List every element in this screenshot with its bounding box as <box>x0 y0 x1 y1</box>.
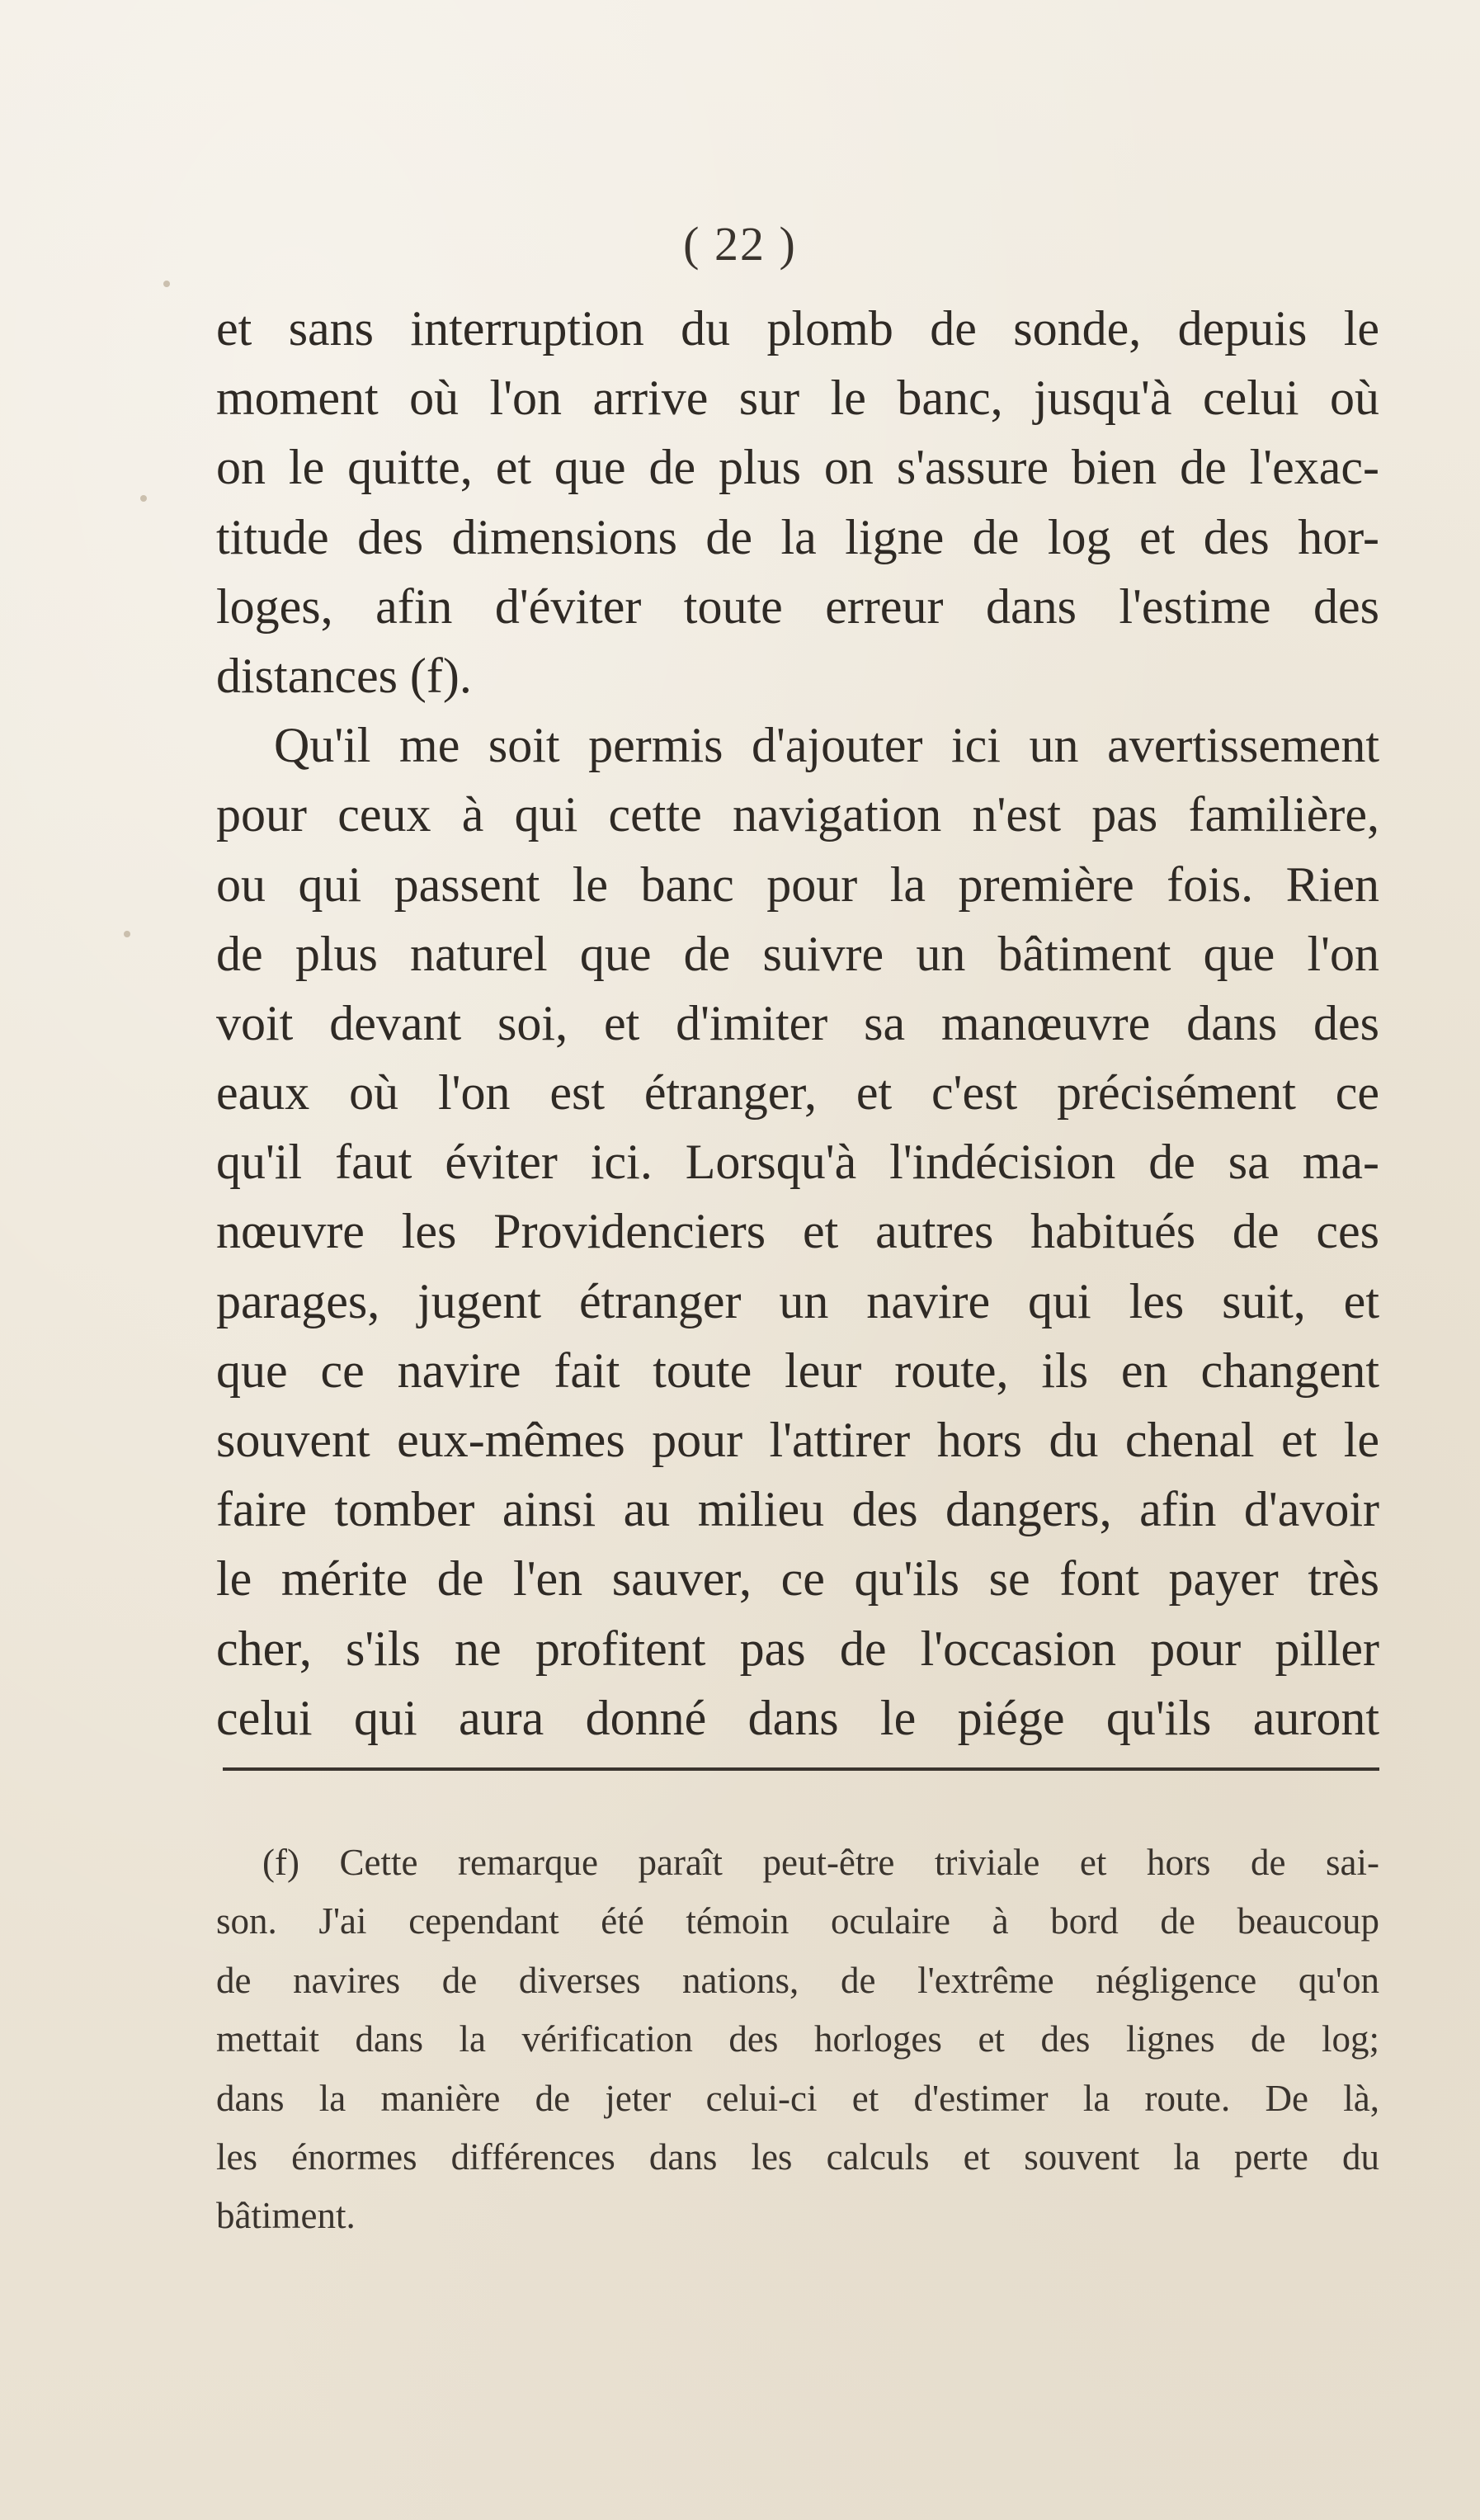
footnote-line: les énormes différences dans les calculs et souvent la perte du <box>216 2135 1379 2178</box>
text-line: voit devant soi, et d'imiter sa manœuvre dans des <box>216 995 1379 1050</box>
text-line: de plus naturel que de suivre un bâtiment que l'on <box>216 926 1379 981</box>
text-line: pour ceux à qui cette navigation n'est pas familière, <box>216 787 1379 842</box>
text-line: que ce navire fait toute leur route, ils en changent <box>216 1343 1379 1398</box>
footnote-line: son. J'ai cependant été témoin oculaire à bord de beaucoup <box>216 1900 1379 1942</box>
footnote-divider <box>223 1767 1379 1771</box>
text-line: loges, afin d'éviter toute erreur dans l'estime des <box>216 578 1379 634</box>
text-line: parages, jugent étranger un navire qui les suit, et <box>216 1273 1379 1328</box>
footnote-line: bâtiment. <box>216 2195 356 2237</box>
text-line: et sans interruption du plomb de sonde, depuis le <box>216 301 1379 356</box>
text-line: eaux où l'on est étranger, et c'est précisément ce <box>216 1065 1379 1121</box>
paper-blemish <box>124 931 130 937</box>
paper-blemish <box>163 281 170 287</box>
footnote-line: de navires de diverses nations, de l'extrême négligence qu'on <box>216 1959 1379 2001</box>
text-line: Qu'il me soit permis d'ajouter ici un avertissement <box>274 718 1379 773</box>
footnote-line: mettait dans la vérification des horloges et des lignes de log; <box>216 2018 1379 2060</box>
text-line: on le quitte, et que de plus on s'assure bien de l'exac- <box>216 440 1379 495</box>
text-line: ou qui passent le banc pour la première fois. Rien <box>216 857 1379 912</box>
text-line: faire tomber ainsi au milieu des dangers, afin d'avoir <box>216 1482 1379 1537</box>
footnote-line: dans la manière de jeter celui-ci et d'estimer la route. De là, <box>216 2077 1379 2119</box>
page-number: ( 22 ) <box>683 217 797 271</box>
footnote-block <box>216 1833 1379 2246</box>
text-line: nœuvre les Providenciers et autres habitués de ces <box>216 1204 1379 1259</box>
text-line: qu'il faut éviter ici. Lorsqu'à l'indécision de sa ma- <box>216 1135 1379 1190</box>
footnote-line: (f) Cette remarque paraît peut-être triviale et hors de sai- <box>262 1842 1379 1883</box>
main-text-block <box>216 294 1379 1753</box>
paper-blemish <box>140 495 147 502</box>
text-line: celui qui aura donné dans le piége qu'ils auront <box>216 1690 1379 1745</box>
text-line: cher, s'ils ne profitent pas de l'occasion pour piller <box>216 1621 1379 1676</box>
text-line: titude des dimensions de la ligne de log et des hor- <box>216 509 1379 564</box>
text-line: moment où l'on arrive sur le banc, jusqu'à celui où <box>216 370 1379 426</box>
text-line: souvent eux-mêmes pour l'attirer hors du chenal et le <box>216 1413 1379 1467</box>
text-line: distances (f). <box>216 648 472 703</box>
text-line: le mérite de l'en sauver, ce qu'ils se font payer très <box>216 1551 1379 1607</box>
